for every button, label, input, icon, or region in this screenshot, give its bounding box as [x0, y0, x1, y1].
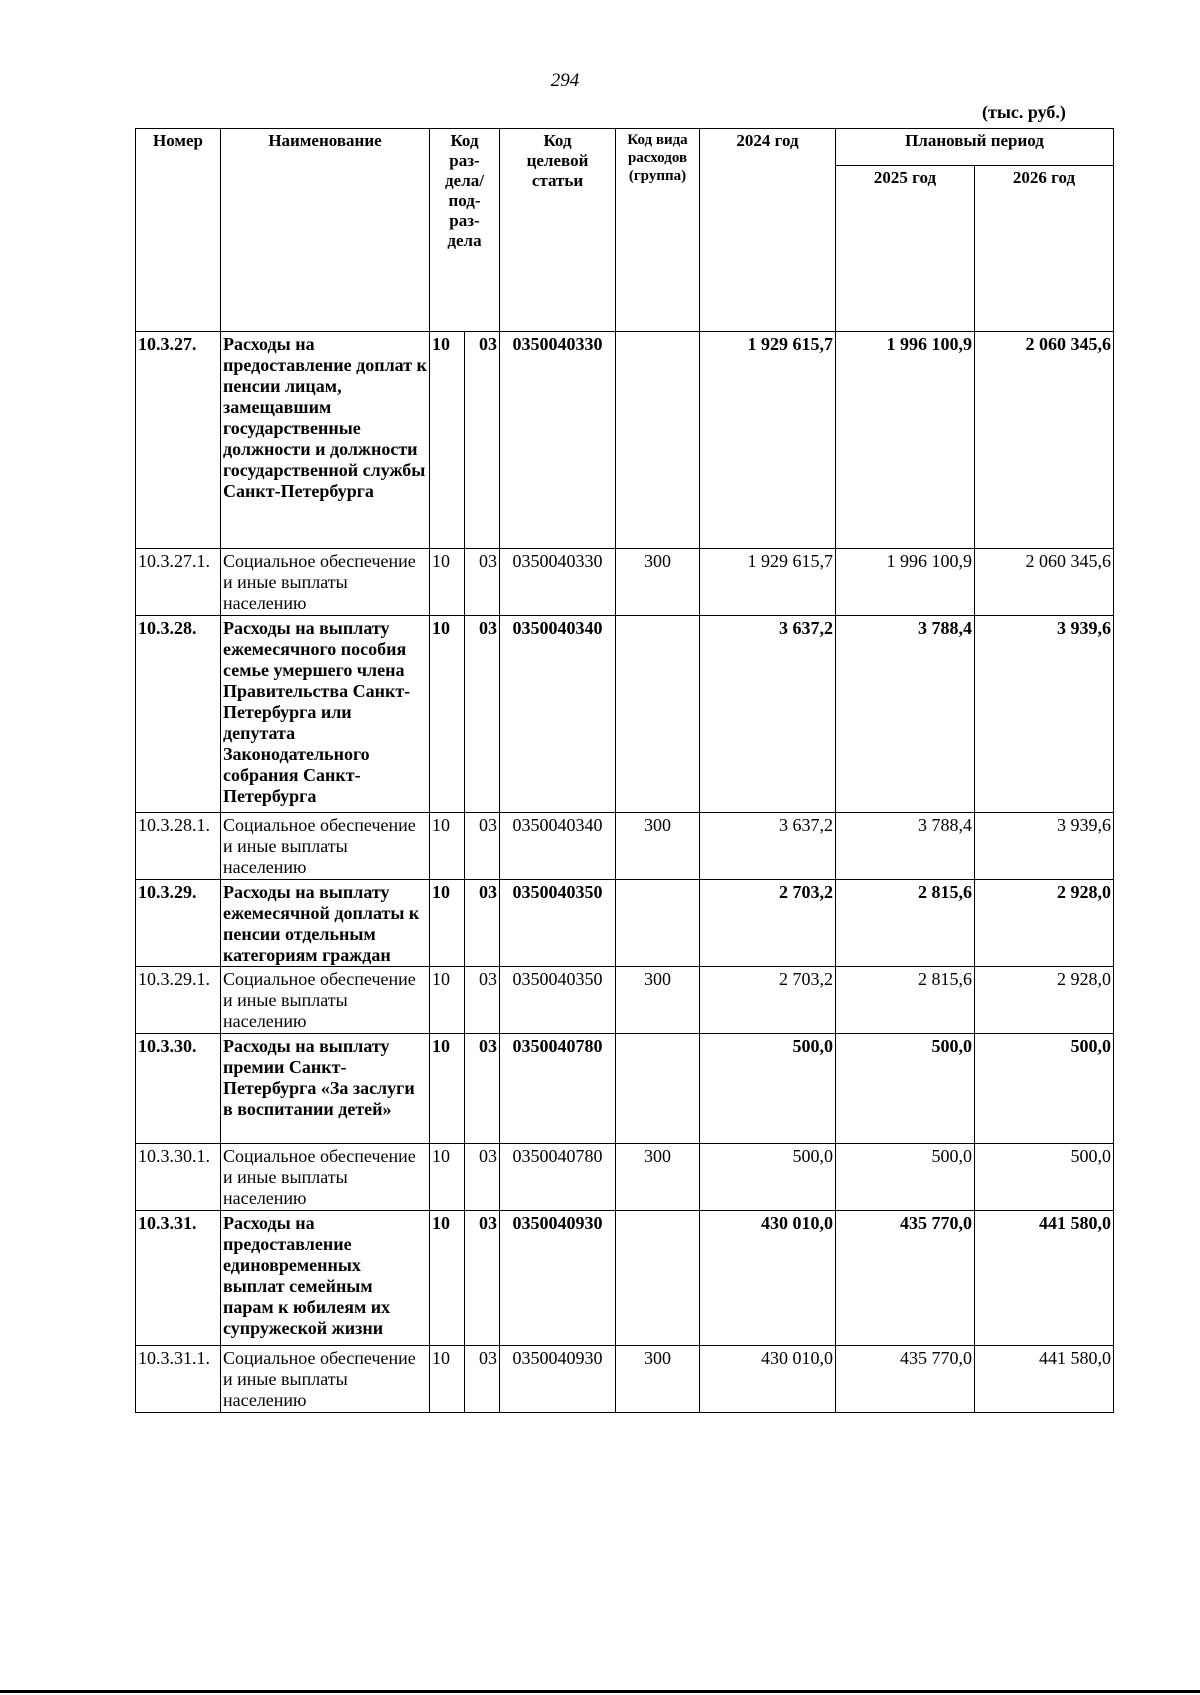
- row-value-2026: 500,0: [975, 1034, 1114, 1144]
- row-name: Социальное обеспечение и иные выплаты населению: [221, 813, 430, 880]
- row-section-code: 10: [430, 332, 465, 549]
- row-number: 10.3.30.: [136, 1034, 221, 1144]
- row-name: Расходы на выплату премии Санкт-Петербурга «За заслуги в воспитании детей»: [221, 1034, 430, 1144]
- header-number: Номер: [136, 129, 221, 332]
- header-name: Наименование: [221, 129, 430, 332]
- row-subsection-code: 03: [465, 1211, 500, 1346]
- row-target-code: 0350040350: [500, 880, 616, 967]
- table-row: [136, 1034, 1114, 1144]
- page-number: 294: [550, 70, 580, 91]
- row-expense-type: [616, 332, 700, 549]
- row-subsection-code: 03: [465, 967, 500, 1034]
- row-expense-type: 300: [616, 1346, 700, 1413]
- table-row: [136, 880, 1114, 967]
- row-value-2024: 3 637,2: [700, 616, 836, 813]
- row-number: 10.3.29.: [136, 880, 221, 967]
- row-target-code: 0350040340: [500, 813, 616, 880]
- row-subsection-code: 03: [465, 1346, 500, 1413]
- row-value-2025: 500,0: [836, 1144, 975, 1211]
- table-row: [136, 1211, 1114, 1346]
- row-section-code: 10: [430, 880, 465, 967]
- header-section-code: [430, 129, 500, 332]
- row-subsection-code: 03: [465, 880, 500, 967]
- table-header: [136, 129, 1114, 332]
- row-subsection-code: 03: [465, 1034, 500, 1144]
- row-name: Социальное обеспечение и иные выплаты населению: [221, 549, 430, 616]
- table-row: [136, 616, 1114, 813]
- row-number: 10.3.31.1.: [136, 1346, 221, 1413]
- row-target-code: 0350040930: [500, 1211, 616, 1346]
- row-number: 10.3.28.1.: [136, 813, 221, 880]
- row-subsection-code: 03: [465, 1144, 500, 1211]
- row-name: Расходы на выплату ежемесячной доплаты к пенсии отдельным категориям граждан: [221, 880, 430, 967]
- row-subsection-code: 03: [465, 549, 500, 616]
- header-year-2025: 2025 год: [836, 166, 975, 332]
- row-section-code: 10: [430, 1034, 465, 1144]
- row-expense-type: [616, 880, 700, 967]
- row-value-2024: 2 703,2: [700, 880, 836, 967]
- row-value-2024: 500,0: [700, 1034, 836, 1144]
- header-year-2026: 2026 год: [975, 166, 1114, 332]
- row-value-2024: 1 929 615,7: [700, 549, 836, 616]
- row-subsection-code: 03: [465, 616, 500, 813]
- row-value-2026: 2 060 345,6: [975, 332, 1114, 549]
- row-expense-type: 300: [616, 813, 700, 880]
- header-target-code: [500, 129, 616, 332]
- row-value-2024: 1 929 615,7: [700, 332, 836, 549]
- table-row: [136, 967, 1114, 1034]
- row-value-2026: 500,0: [975, 1144, 1114, 1211]
- units-label: (тыс. руб.): [982, 102, 1066, 122]
- row-value-2026: 3 939,6: [975, 616, 1114, 813]
- budget-table: [135, 128, 1114, 1413]
- row-target-code: 0350040340: [500, 616, 616, 813]
- row-value-2025: 500,0: [836, 1034, 975, 1144]
- row-value-2025: 2 815,6: [836, 880, 975, 967]
- row-value-2025: 2 815,6: [836, 967, 975, 1034]
- row-expense-type: [616, 1211, 700, 1346]
- row-target-code: 0350040930: [500, 1346, 616, 1413]
- row-number: 10.3.31.: [136, 1211, 221, 1346]
- row-name: Социальное обеспечение и иные выплаты населению: [221, 967, 430, 1034]
- row-number: 10.3.28.: [136, 616, 221, 813]
- row-expense-type: [616, 1034, 700, 1144]
- row-number: 10.3.30.1.: [136, 1144, 221, 1211]
- table-row: [136, 549, 1114, 616]
- row-target-code: 0350040330: [500, 549, 616, 616]
- row-value-2026: 2 928,0: [975, 967, 1114, 1034]
- row-section-code: 10: [430, 1346, 465, 1413]
- row-value-2024: 3 637,2: [700, 813, 836, 880]
- row-section-code: 10: [430, 616, 465, 813]
- row-expense-type: 300: [616, 967, 700, 1034]
- row-value-2026: 2 928,0: [975, 880, 1114, 967]
- header-target-code-text: Код целевой статьи: [526, 131, 589, 190]
- page-bottom-border: [0, 1690, 1200, 1693]
- row-name: Расходы на выплату ежемесячного пособия семье умершего члена Правительства Санкт-Петербурга или депутата Законодательного собрания Санкт-Петербурга: [221, 616, 430, 813]
- table-row: [136, 1346, 1114, 1413]
- row-section-code: 10: [430, 1144, 465, 1211]
- row-section-code: 10: [430, 813, 465, 880]
- row-subsection-code: 03: [465, 813, 500, 880]
- row-target-code: 0350040780: [500, 1144, 616, 1211]
- row-value-2025: 3 788,4: [836, 616, 975, 813]
- table-row: [136, 332, 1114, 549]
- row-value-2025: 1 996 100,9: [836, 332, 975, 549]
- row-value-2024: 2 703,2: [700, 967, 836, 1034]
- row-value-2026: 2 060 345,6: [975, 549, 1114, 616]
- row-expense-type: [616, 616, 700, 813]
- header-year-2024: 2024 год: [700, 129, 836, 332]
- row-value-2026: 3 939,6: [975, 813, 1114, 880]
- header-planned-period: Плановый период: [836, 129, 1114, 166]
- table-body: [136, 332, 1114, 1413]
- row-subsection-code: 03: [465, 332, 500, 549]
- row-value-2025: 1 996 100,9: [836, 549, 975, 616]
- row-target-code: 0350040780: [500, 1034, 616, 1144]
- row-name: Расходы на предоставление единовременных выплат семейным парам к юбилеям их супружеской жизни: [221, 1211, 430, 1346]
- row-target-code: 0350040330: [500, 332, 616, 549]
- row-number: 10.3.27.: [136, 332, 221, 549]
- row-value-2025: 435 770,0: [836, 1211, 975, 1346]
- row-value-2025: 3 788,4: [836, 813, 975, 880]
- row-target-code: 0350040350: [500, 967, 616, 1034]
- row-value-2026: 441 580,0: [975, 1211, 1114, 1346]
- table-row: [136, 813, 1114, 880]
- header-expense-type: Код вида расходов (группа): [616, 129, 700, 332]
- row-value-2024: 500,0: [700, 1144, 836, 1211]
- row-expense-type: 300: [616, 1144, 700, 1211]
- row-expense-type: 300: [616, 549, 700, 616]
- header-section-code-text: Код раз- дела/ под- раз- дела: [445, 131, 484, 250]
- row-value-2026: 441 580,0: [975, 1346, 1114, 1413]
- table-row: [136, 1144, 1114, 1211]
- row-value-2025: 435 770,0: [836, 1346, 975, 1413]
- row-name: Социальное обеспечение и иные выплаты населению: [221, 1346, 430, 1413]
- row-number: 10.3.27.1.: [136, 549, 221, 616]
- row-name: Расходы на предоставление доплат к пенсии лицам, замещавшим государственные должности и должности государственной службы Санкт-Петербурга: [221, 332, 430, 549]
- row-section-code: 10: [430, 549, 465, 616]
- row-value-2024: 430 010,0: [700, 1346, 836, 1413]
- row-number: 10.3.29.1.: [136, 967, 221, 1034]
- row-section-code: 10: [430, 967, 465, 1034]
- row-value-2024: 430 010,0: [700, 1211, 836, 1346]
- row-name: Социальное обеспечение и иные выплаты населению: [221, 1144, 430, 1211]
- row-section-code: 10: [430, 1211, 465, 1346]
